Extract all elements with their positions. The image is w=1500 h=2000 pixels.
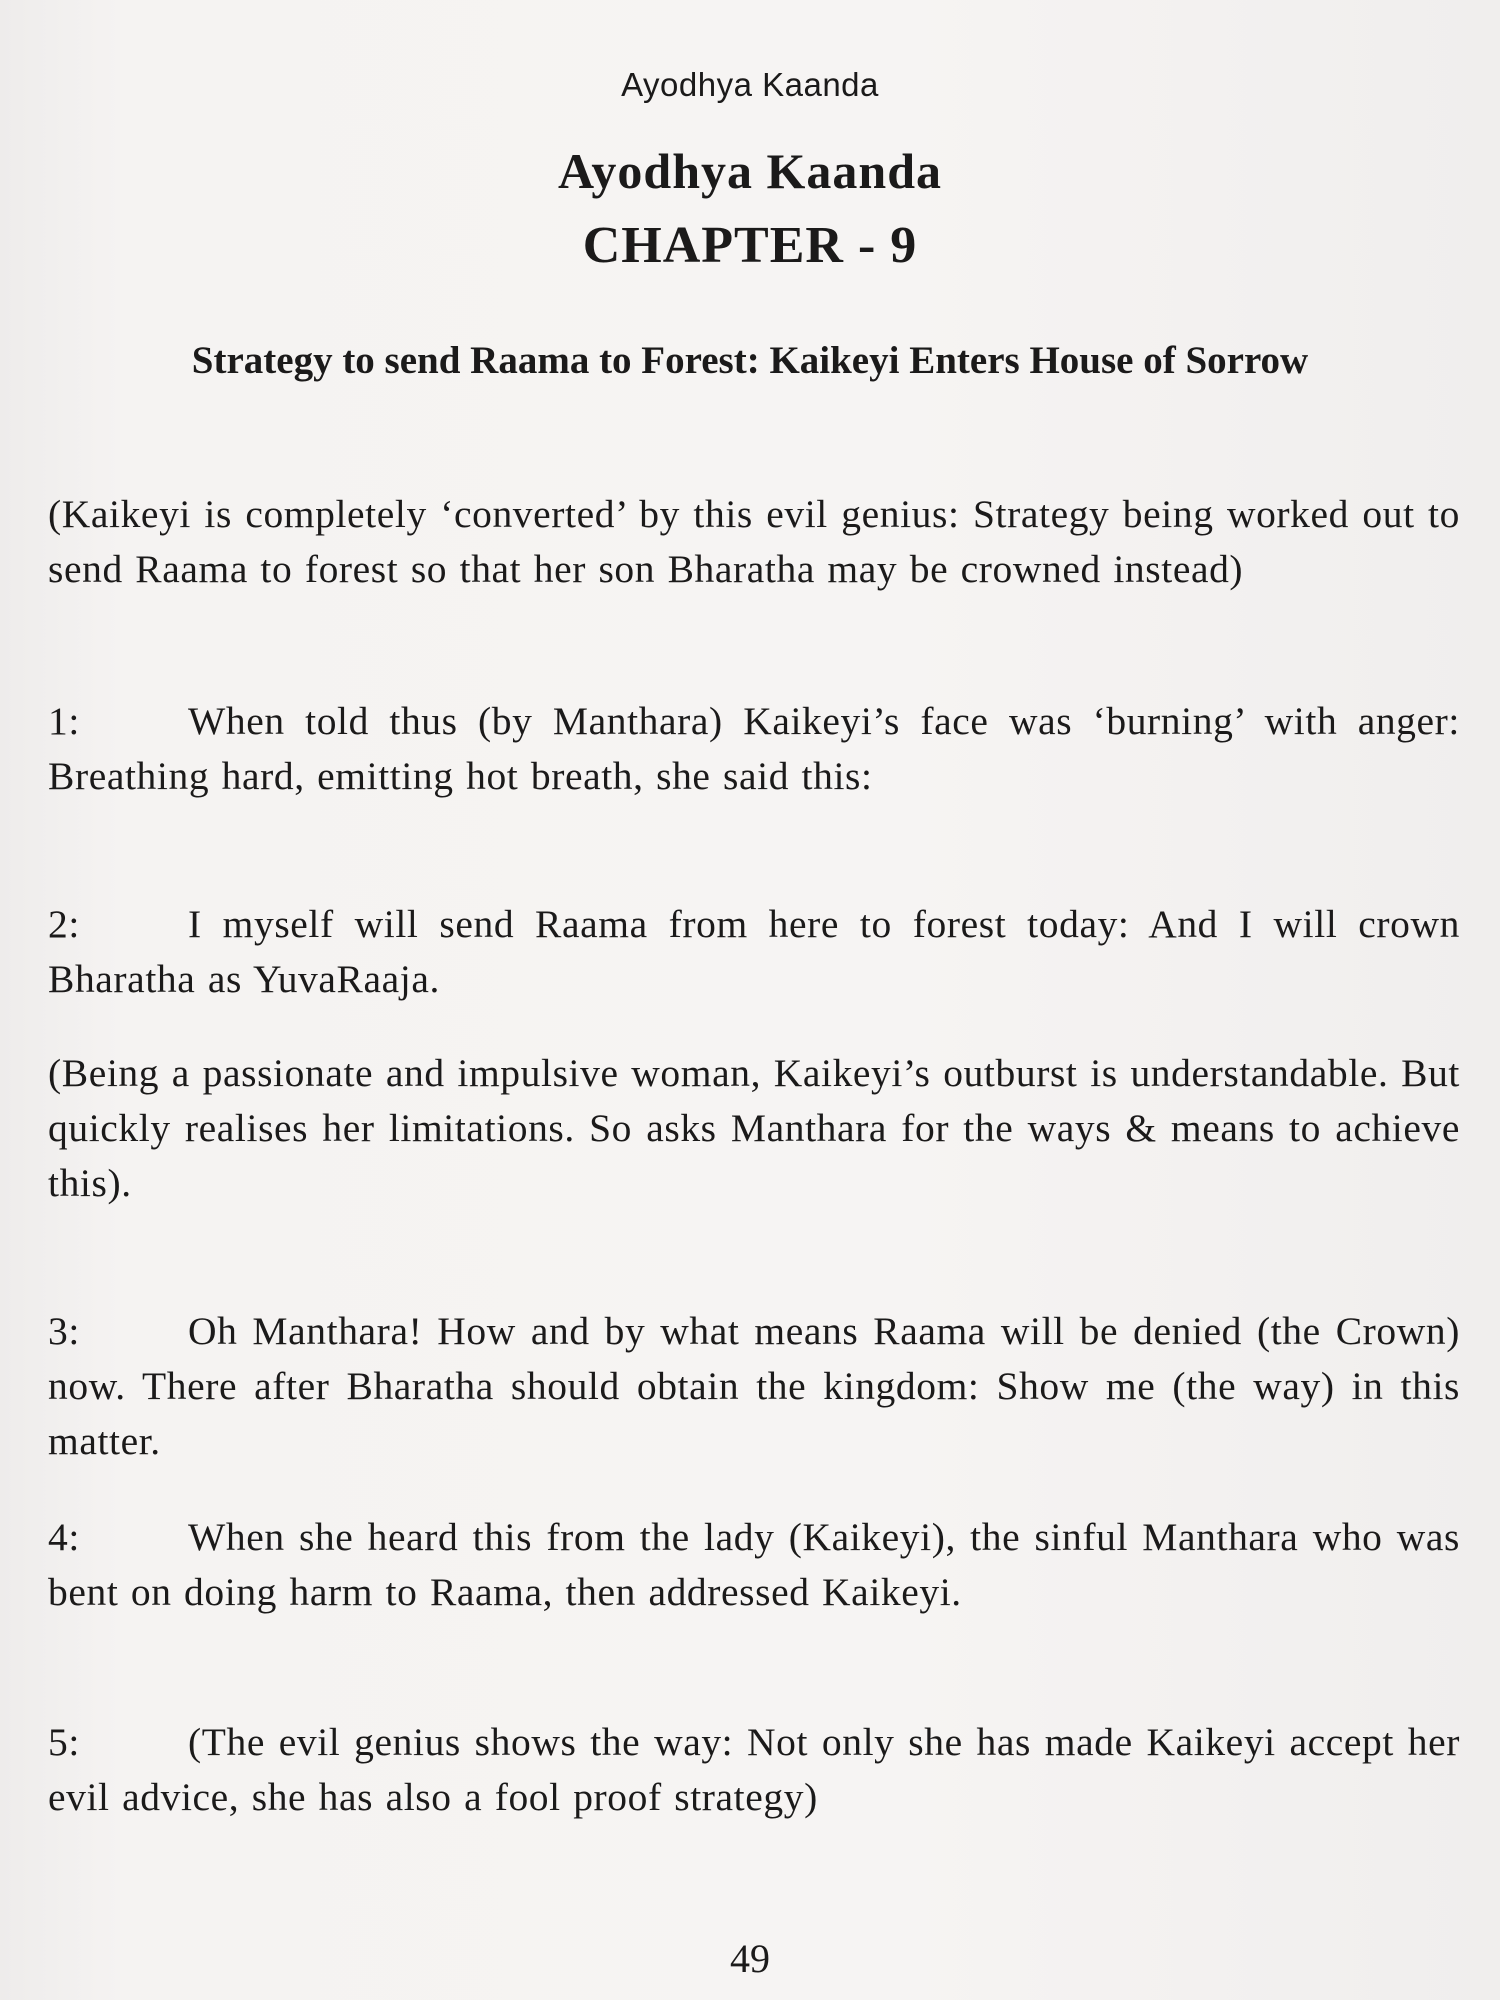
verse-text: When told thus (by Manthara) Kaikeyi’s face was ‘burning’ with anger: Breathing hard, emitting hot breath, she said this:: [48, 699, 1460, 798]
verse-4: [48, 1510, 1460, 1620]
verse-2: [48, 897, 1460, 1007]
verse-number: 3:: [48, 1309, 80, 1353]
verse-text: I myself will send Raama from here to forest today: And I will crown Bharatha as YuvaRaaja.: [48, 902, 1460, 1001]
page-number: 49: [730, 1936, 770, 1981]
verse-number: 4:: [48, 1515, 80, 1559]
verse-5: [48, 1715, 1460, 1825]
section-heading: Strategy to send Raama to Forest: Kaikeyi Enters House of Sorrow: [191, 339, 1309, 382]
running-header: Ayodhya Kaanda: [621, 66, 879, 103]
verse-text: (The evil genius shows the way: Not only she has made Kaikeyi accept her evil advice, she has also a fool proof strategy): [48, 1720, 1460, 1819]
verse-number: 5:: [48, 1720, 80, 1764]
book-title: Ayodhya Kaanda: [557, 143, 943, 199]
verse-number: 2:: [48, 902, 80, 946]
verse-3: [48, 1304, 1460, 1469]
chapter-title: CHAPTER - 9: [582, 217, 918, 274]
verse-1: [48, 694, 1460, 804]
verse-text: When she heard this from the lady (Kaikeyi), the sinful Manthara who was bent on doing harm to Raama, then addressed Kaikeyi.: [48, 1515, 1460, 1614]
verse-number: 1:: [48, 699, 80, 743]
intro-paragraph: (Kaikeyi is completely ‘converted’ by this evil genius: Strategy being worked out to send Raama to forest so that her son Bharatha may be crowned instead): [48, 492, 1460, 591]
commentary-note: (Being a passionate and impulsive woman, Kaikeyi’s outburst is understandable. But quickly realises her limitations. So asks Manthara for the ways & means to achieve this).: [48, 1051, 1460, 1205]
verse-text: Oh Manthara! How and by what means Raama will be denied (the Crown) now. There after Bharatha should obtain the kingdom: Show me (the way) in this matter.: [48, 1309, 1460, 1463]
